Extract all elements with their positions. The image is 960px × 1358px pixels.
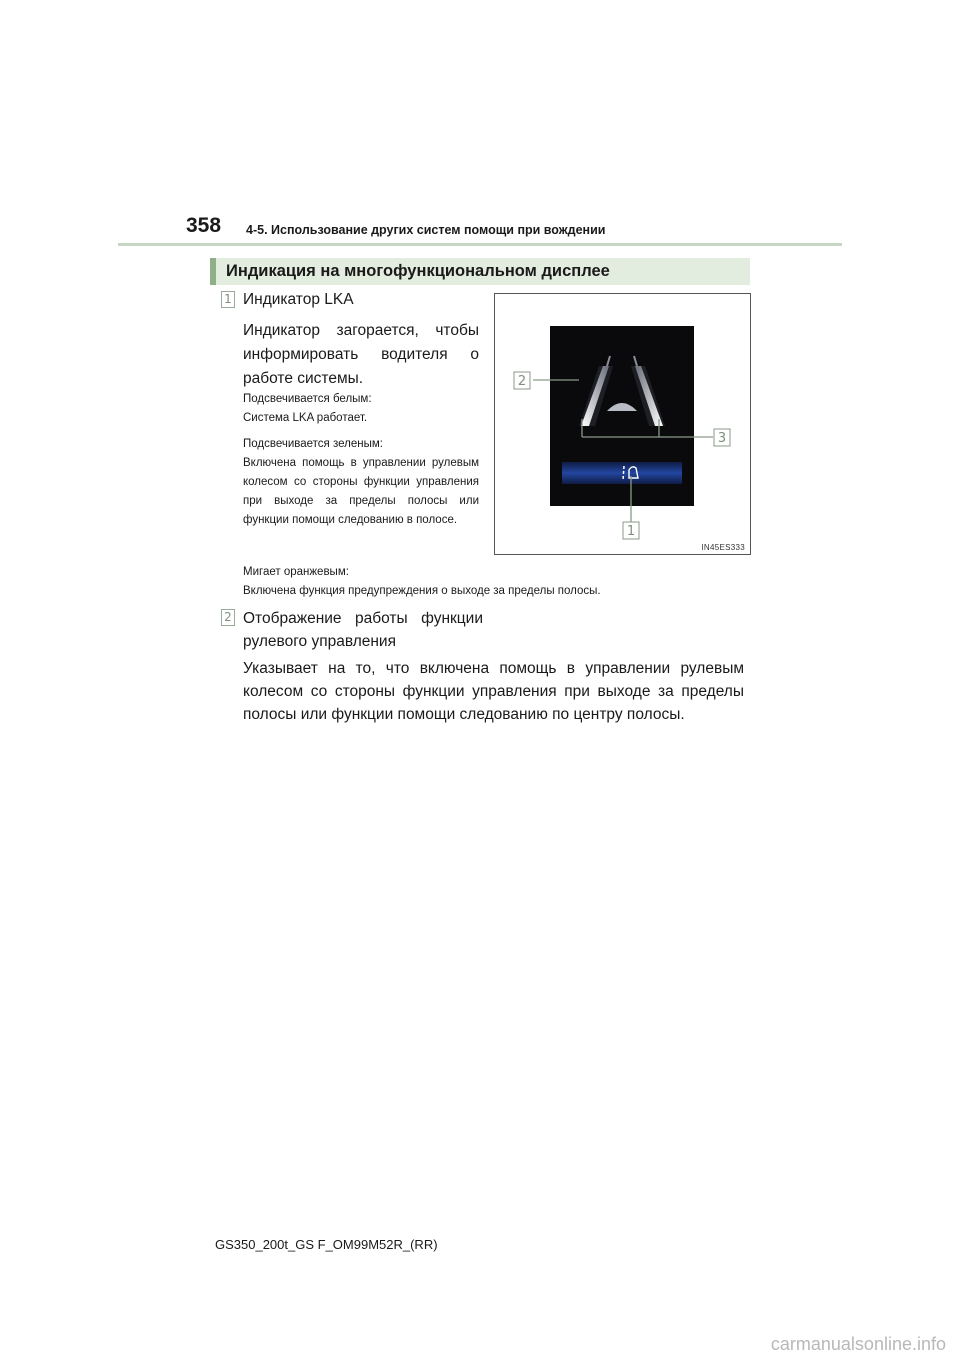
item-1-title: Индикатор LKA [243, 291, 354, 308]
section-title: Индикация на многофункциональном дисплее [226, 262, 610, 280]
state-orange-text: Включена функция предупреждения о выходе за пределы полосы. [243, 585, 601, 597]
callout-3-label: 3 [717, 431, 727, 446]
page-number: 358 [186, 214, 222, 237]
state-white-text: Система LKA работает. [243, 412, 368, 424]
multi-info-display-graphic [495, 294, 752, 556]
item-marker-2: 2 [221, 609, 235, 626]
state-green-label: Подсвечивается зеленым: [243, 438, 383, 450]
state-orange-label: Мигает оранжевым: [243, 566, 349, 578]
watermark: carmanualsonline.info [770, 1334, 946, 1354]
item-1-description: Индикатор загорается, чтобы информировать водителя о работе системы. [243, 322, 479, 387]
item-marker-1: 1 [221, 291, 235, 308]
document-code: GS350_200t_GS F_OM99M52R_(RR) [215, 1237, 438, 1252]
lka-indicator-bar [562, 462, 682, 484]
state-white-label: Подсвечивается белым: [243, 393, 372, 405]
header-divider [118, 243, 842, 246]
display-illustration [494, 293, 751, 555]
lka-icon-lane [623, 466, 624, 480]
section-heading: 4-5. Использование других систем помощи при вождении [246, 223, 606, 237]
figure-code: IN45ES333 [701, 543, 745, 552]
callout-2-label: 2 [517, 374, 527, 389]
state-green-text: Включена помощь в управлении рулевым колесом со стороны функции управления при выходе за пределы полосы или функции помощи следованию в полосе. [243, 457, 479, 526]
section-title-bar [210, 258, 750, 285]
callout-1-label: 1 [626, 524, 636, 539]
item-2-title: Отображение работы функции рулевого управления [243, 610, 483, 650]
item-2-description: Указывает на то, что включена помощь в управлении рулевым колесом со стороны функции управления при выходе за пределы полосы или функции помощи следованию по центру полосы. [243, 660, 744, 723]
